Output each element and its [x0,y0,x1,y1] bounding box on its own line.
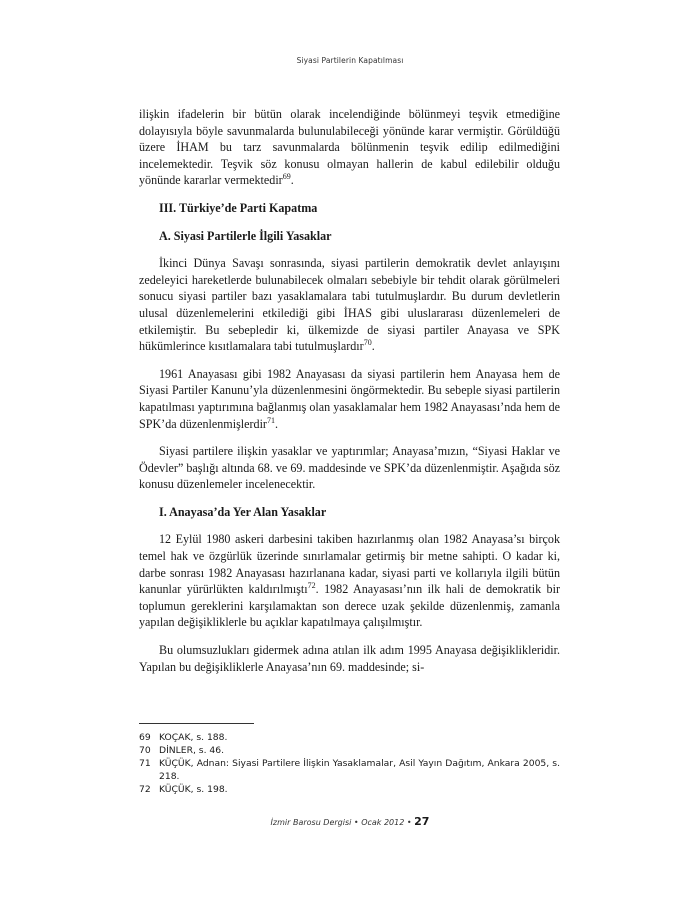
issue-date: Ocak 2012 [361,818,405,827]
page-footer [0,815,700,828]
footnote [139,731,560,744]
paragraph [139,642,560,675]
footnote-separator [139,723,254,724]
footer-separator: • [404,818,415,827]
page-number: 27 [414,815,430,828]
paragraph-text: Bu olumsuzlukları gidermek adına atılan ilk adım 1995 Anayasa değişiklikleridir. Yapılan bu değişikliklerle Anayasa’nın 69. maddesinde; si- [139,643,560,674]
footnote [139,783,560,796]
footnotes [139,731,560,796]
paragraph: İkinci Dünya Savaşı sonrasında, siyasi partilerin demokratik devlet anlayışını zedeleyici hareketlerde bulunabilecek olmaları sebebiyle bir tehdit olarak görülmeleri sonucu siyasi partiler bazı yasaklamalara tabi tutulmuşlardır. Bu durum devletlerin ulusal düzenlemelerini etkilediği gibi İHAS gibi uluslararası düzenlemeleri de etkilemiştir. Bu sebepledir ki, ülkemizde de siyasi partiler Anayasa ve SPK hükümlerince kısıtlamalara tabi tutulmuşlardır$^{70}$. [139,256,560,354]
paragraph [139,531,560,631]
paragraph-text: ilişkin ifadelerin bir bütün olarak incelendiğinde bölünmeyi teşvik etmediğine dolayısıyla böyle savunmalarda bulunulabileceği yönünde karar vermiştir. Görüldüğü üzere İHAM bu tarz savunmalarda bölünmenin teşvik edilip edilmediğini incelemektedir. Teşvik söz konusu olmayan hallerin de kabul edilebilir olduğu yönünde kararlar vermektedir [139,107,560,188]
paragraph [139,443,560,493]
footnote-text: KOÇAK, s. 188. [159,732,228,743]
main-text [139,106,560,686]
section-heading: III. Türkiye’de Parti Kapatma [159,200,318,215]
footnote-ref: 71 [266,415,275,425]
footnote-text: KÜÇÜK, Adnan: Siyasi Partilere İlişkin Yasaklamalar, Asil Yayın Dağıtım, Ankara 2005, s. 218. [159,758,560,782]
footnote-text: DİNLER, s. 46. [159,745,225,756]
paragraph: 1961 Anayasası gibi 1982 Anayasası da siyasi partilerin hem Anayasa hem de Siyasi Partiler Kanunu’yla düzenlenmesini öngörmektedir. Bu sebeple siyasi partilerin kapatılması yaptırımına bağlanmış olan yasaklamalar hem 1982 Anayasası’nda hem de SPK’da düzenlenmişlerdir$^{71}$. [139,366,560,431]
footnote-ref: 72 [307,581,316,591]
subsection-heading: I. Anayasa’da Yer Alan Yasaklar [159,504,327,519]
journal-name: İzmir Barosu Dergisi [270,818,352,827]
paragraph: ilişkin ifadelerin bir bütün olarak incelendiğinde bölünmeyi teşvik etmediğine dolayısıyla böyle savunmalarda bulunulabileceği yönünde karar vermiştir. Görüldüğü üzere İHAM bu tarz savunmalarda bölünmenin teşvik edilip edilmediğini incelemektedir. Teşvik söz konusu olmayan hallerin de kabul edilebilir olduğu yönünde kararlar vermektedir$^{69}$. [139,107,560,188]
running-header: Siyasi Partilerin Kapatılması [296,56,404,65]
footnote-number: 69 [139,732,151,743]
paragraph-text: 12 Eylül 1980 askeri darbesini takiben hazırlanmış olan 1982 Anayasa’sı birçok temel hak ve özgürlük üzerinde sınırlamalar getirmiş bir metne sahipti. O kadar ki, darbe sonrası 1982 Anayasası hazırlanana kadar, siyasi parti ve kollarıyla ilgili bütün kanunlar yürürlükten kaldırılmıştı [139,532,560,597]
footnote-number: 71 [139,758,151,769]
footnote-number: 72 [139,784,151,795]
footnote-number: 70 [139,745,151,756]
paragraph-text: 1961 Anayasası gibi 1982 Anayasası da siyasi partilerin hem Anayasa hem de Siyasi Partiler Kanunu’yla düzenlenmesini öngörmektedir. Bu sebeple siyasi partilerin kapatılması yaptırımına bağlanmış olan yasaklamalar hem 1982 Anayasası’nda hem de SPK’da düzenlenmişlerdir [139,366,560,431]
footnote-text: KÜÇÜK, s. 198. [159,784,228,795]
paragraph-text: İkinci Dünya Savaşı sonrasında, siyasi partilerin demokratik devlet anlayışını zedeleyici hareketlerde bulunabilecek olmaları sebebiyle bir tehdit olarak görülmeleri sonucu siyasi partiler bazı yasaklamalara tabi tutulmuşlardır. Bu durum devletlerin ulusal düzenlemelerini etkilediği gibi İHAS gibi uluslararası düzenlemeleri de etkilemiştir. Bu sebepledir ki, ülkemizde de siyasi partiler Anayasa ve SPK hükümlerince kısıtlamalara tabi tutulmuşlardır [139,256,560,354]
paragraph-text: Siyasi partilere ilişkin yasaklar ve yaptırımlar; Anayasa’mızın, “Siyasi Haklar ve Ödevler” başlığı altında 68. ve 69. maddesinde ve SPK’da düzenlenmiştir. Aşağıda söz konusu düzenlemeler incelenecektir. [139,444,560,492]
footnote [139,744,560,757]
footnote-ref: 70 [363,338,372,348]
footnote-ref: 69 [282,172,291,182]
footnote [139,757,560,783]
paragraph-text: . 1982 Anayasası’nın ilk hali de demokratik bir toplumun gereklerini karşılamaktan son derece uzak şekilde düzenlenmiş, zamanla yapılan değişikliklerle bu açıklar kapatılmaya çalışılmıştır. [139,582,560,630]
footer-separator: • [351,818,362,827]
subsection-heading: A. Siyasi Partilerle İlgili Yasaklar [159,228,332,243]
